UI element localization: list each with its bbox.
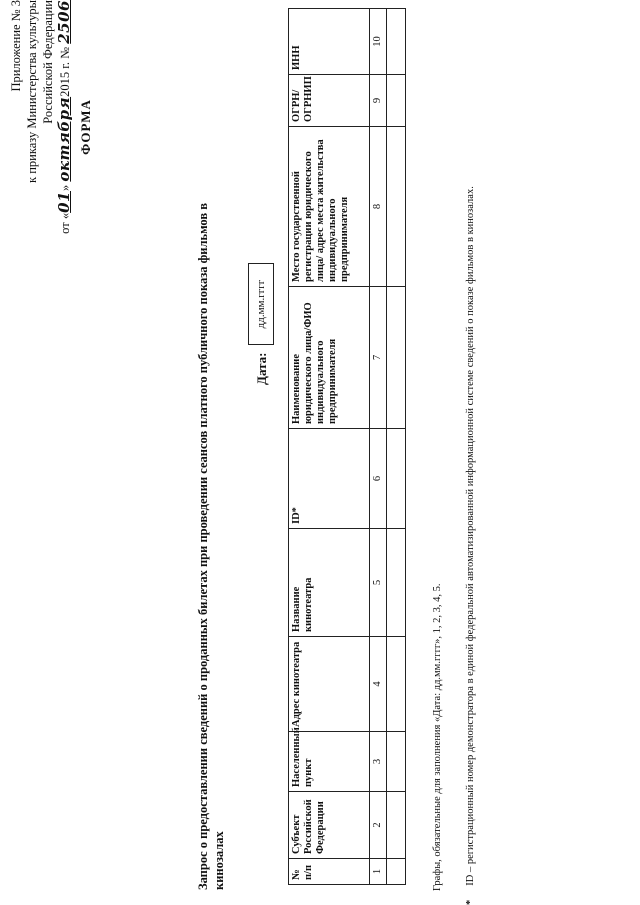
order-year: 2015 г. №: [58, 46, 72, 97]
column-number: 6: [370, 429, 387, 529]
header-cell: Название кинотеатра: [289, 529, 370, 637]
header-cell: Место государственной регистрации юридического лица/ адрес места жительства индивидуального предпринимателя: [289, 127, 370, 287]
table-cell: [387, 9, 406, 75]
column-number: 4: [370, 637, 387, 732]
order-number: 2506: [55, 0, 73, 44]
column-number: 2: [370, 792, 387, 859]
order-prefix: от «: [58, 212, 72, 234]
table-cell: [387, 732, 406, 792]
header-cell: ОГРН/ ОГРНИП: [289, 75, 370, 127]
request-table: [288, 8, 406, 885]
header-cell: № п/п: [289, 859, 370, 885]
table-cell: [387, 429, 406, 529]
appendix-line-2: к приказу Министерства культуры: [25, 0, 39, 183]
order-month: октября: [55, 96, 73, 182]
column-number: 3: [370, 732, 387, 792]
column-number: 8: [370, 127, 387, 287]
column-number: 10: [370, 9, 387, 75]
date-field: дд.мм.гггг: [248, 263, 274, 345]
required-fields-note: Графы, обязательные для заполнения «Дата: дд.мм.гггг», 1, 2, 3, 4, 5.: [432, 583, 443, 891]
column-number-row: [370, 9, 387, 885]
table-cell: [387, 792, 406, 859]
date-label: Дата:: [254, 352, 269, 385]
appendix-order-line: [56, 0, 73, 260]
table-row: [387, 9, 406, 885]
header-cell: Населенный пункт: [289, 732, 370, 792]
appendix-header: [8, 0, 73, 260]
form-label: ФОРМА: [78, 99, 93, 155]
header-cell: ИНН: [289, 9, 370, 75]
appendix-line-3: Российской Федерации: [41, 0, 55, 124]
table-cell: [387, 637, 406, 732]
footnote-text: ID – регистрационный номер демонстратора в единой федеральной автоматизированной информационной системе сведений о показе фильмов в кинозалах.: [465, 186, 476, 886]
table-cell: [387, 127, 406, 287]
column-number: 1: [370, 859, 387, 885]
header-cell: Наименование юридического лица/ФИО индивидуального предпринимателя: [289, 287, 370, 429]
header-cell: Адрес кинотеатра: [289, 637, 370, 732]
column-number: 5: [370, 529, 387, 637]
footnote-marker: *: [465, 899, 476, 905]
appendix-line-1: Приложение № 3: [9, 0, 23, 92]
order-day: 01: [55, 191, 73, 213]
table-cell: [387, 859, 406, 885]
column-number: 9: [370, 75, 387, 127]
table-header-row: [289, 9, 370, 885]
table-cell: [387, 75, 406, 127]
table-cell: [387, 529, 406, 637]
header-cell: ID*: [289, 429, 370, 529]
header-cell: Субъект Российской Федерации: [289, 792, 370, 859]
order-mid: »: [58, 184, 72, 192]
column-number: 7: [370, 287, 387, 429]
document-title: Запрос о предоставлении сведений о проданных билетах при проведении сеансов платного публичного показа фильмов в кинозалах: [196, 203, 226, 890]
id-footnote: [465, 0, 476, 905]
table-cell: [387, 287, 406, 429]
